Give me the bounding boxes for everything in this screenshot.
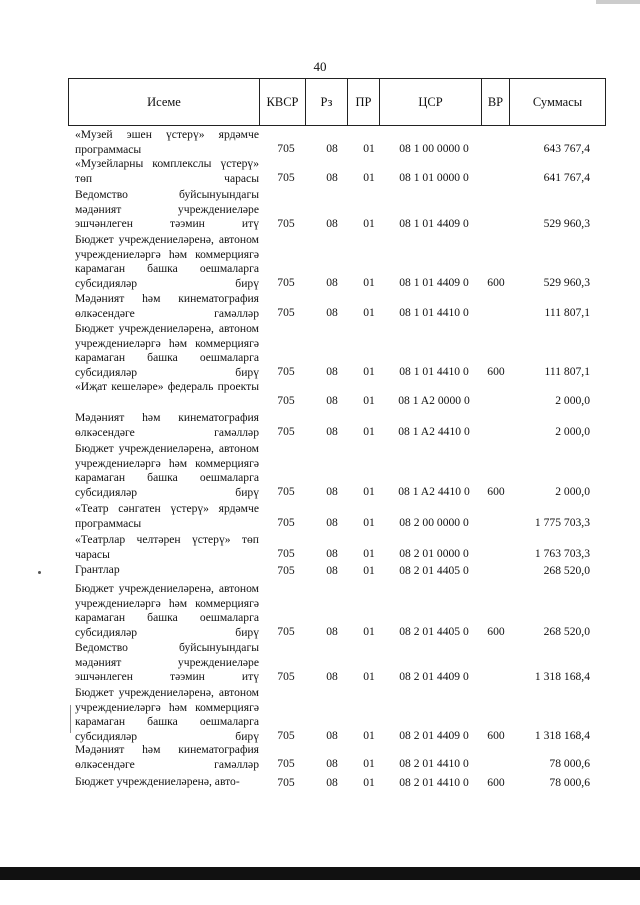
row-rz: 08 [326,547,338,560]
row-sum: 529 960,3 [543,217,590,230]
row-pr: 01 [363,757,375,770]
row-pr: 01 [363,306,375,319]
row-name: Бюджет учреждениеләренә, автоном учреждениеләргә һәм коммерциягә карамаган башка оешмаларга субсидияләр бирү [75,322,259,379]
table-row [0,188,640,231]
table-row [0,641,640,684]
row-sum: 2 000,0 [555,394,590,407]
row-csr: 08 2 01 4405 0 [399,564,469,577]
table-row [0,322,640,379]
row-csr: 08 1 01 4409 0 [399,276,469,289]
row-rz: 08 [326,564,338,577]
row-kvsr: 705 [277,142,295,155]
row-csr: 08 2 01 0000 0 [399,547,469,560]
row-name: Бюджет учреждениеләренә, автоном учреждениеләргә һәм коммерциягә карамаган башка оешмаларга субсидияләр бирү [75,686,259,743]
row-rz: 08 [326,306,338,319]
table-row [0,128,640,156]
row-pr: 01 [363,485,375,498]
row-kvsr: 705 [277,625,295,638]
row-kvsr: 705 [277,564,295,577]
row-name: «Иҗат кешеләре» федераль проекты [75,380,259,393]
row-sum: 111 807,1 [544,365,590,378]
scan-bottom-bar [0,867,640,880]
table-row [0,380,640,408]
row-kvsr: 705 [277,425,295,438]
row-rz: 08 [326,729,338,742]
scan-speck [70,705,71,733]
row-pr: 01 [363,564,375,577]
table-row [0,292,640,320]
row-name: Мәдәният һәм кинематография өлкәсендәге гамәлләр [75,292,259,320]
row-name: Ведомство буйсынуындагы мәдәният учреждениеләре эшчәнлеген тәэмин итү [75,641,259,683]
row-kvsr: 705 [277,365,295,378]
row-name: «Музейларны комплекслы үстерү» төп чарасы [75,157,259,185]
row-rz: 08 [326,217,338,230]
row-kvsr: 705 [277,306,295,319]
row-name: Бюджет учреждениеләренә, автоном учреждениеләргә һәм коммерциягә карамаган башка оешмаларга субсидияләр бирү [75,582,259,639]
row-pr: 01 [363,776,375,789]
row-sum: 641 767,4 [543,171,590,184]
row-kvsr: 705 [277,757,295,770]
row-name: Бюджет учреждениеләренә, авто- [75,775,240,788]
row-rz: 08 [326,757,338,770]
row-pr: 01 [363,394,375,407]
header-sum: Суммасы [509,79,605,125]
row-vr: 600 [487,729,505,742]
table-row [0,157,640,185]
row-rz: 08 [326,670,338,683]
header-kvsr: КВСР [259,79,305,125]
row-name: Мәдәният һәм кинематография өлкәсендәге гамәлләр [75,411,259,439]
row-name: Грантлар [75,563,120,576]
row-rz: 08 [326,516,338,529]
row-csr: 08 1 01 4409 0 [399,217,469,230]
row-sum: 1 763 703,3 [534,547,590,560]
table-row [0,533,640,561]
row-csr: 08 1 01 4410 0 [399,306,469,319]
row-sum: 529 960,3 [543,276,590,289]
row-csr: 08 2 01 4409 0 [399,729,469,742]
row-sum: 1 775 703,3 [534,516,590,529]
scan-edge [596,0,640,4]
row-pr: 01 [363,171,375,184]
row-name: Бюджет учреждениеләренә, автоном учреждениеләргә һәм коммерциягә карамаган башка оешмаларга субсидияләр бирү [75,442,259,499]
row-vr: 600 [487,276,505,289]
row-name: «Театрлар челтәрен үстерү» төп чарасы [75,533,259,561]
row-csr: 08 1 01 0000 0 [399,171,469,184]
row-pr: 01 [363,729,375,742]
row-rz: 08 [326,425,338,438]
table-row [0,686,640,743]
row-name: «Музей эшен үстерү» ярдәмче программасы [75,128,259,156]
row-sum: 78 000,6 [549,776,590,789]
row-csr: 08 2 00 0000 0 [399,516,469,529]
row-sum: 1 318 168,4 [534,670,590,683]
row-rz: 08 [326,171,338,184]
table-header [68,78,606,126]
row-csr: 08 2 01 4410 0 [399,757,469,770]
row-pr: 01 [363,625,375,638]
row-csr: 08 2 01 4410 0 [399,776,469,789]
row-sum: 1 318 168,4 [534,729,590,742]
row-sum: 78 000,6 [549,757,590,770]
row-kvsr: 705 [277,394,295,407]
header-pr: ПР [347,79,379,125]
row-pr: 01 [363,276,375,289]
row-name: Бюджет учреждениеләренә, автоном учреждениеләргә һәм коммерциягә карамаган башка оешмаларга субсидияләр бирү [75,233,259,290]
row-csr: 08 1 A2 0000 0 [398,394,470,407]
row-vr: 600 [487,625,505,638]
row-vr: 600 [487,485,505,498]
row-sum: 643 767,4 [543,142,590,155]
row-kvsr: 705 [277,217,295,230]
table-row [0,442,640,499]
row-sum: 268 520,0 [543,625,590,638]
row-csr: 08 2 01 4405 0 [399,625,469,638]
table-row [0,563,640,578]
row-sum: 2 000,0 [555,485,590,498]
row-kvsr: 705 [277,276,295,289]
table-row [0,743,640,771]
row-pr: 01 [363,142,375,155]
row-rz: 08 [326,276,338,289]
row-kvsr: 705 [277,670,295,683]
row-sum: 268 520,0 [543,564,590,577]
row-rz: 08 [326,485,338,498]
header-vr: ВР [481,79,509,125]
row-pr: 01 [363,516,375,529]
row-kvsr: 705 [277,729,295,742]
row-csr: 08 2 01 4409 0 [399,670,469,683]
header-name: Исеме [147,94,181,109]
row-vr: 600 [487,365,505,378]
row-kvsr: 705 [277,776,295,789]
table-row [0,411,640,439]
table-row [0,582,640,639]
row-pr: 01 [363,217,375,230]
row-name: «Театр сәнгатен үстерү» ярдәмче программасы [75,502,259,530]
row-name: Мәдәният һәм кинематография өлкәсендәге гамәлләр [75,743,259,771]
row-pr: 01 [363,670,375,683]
row-rz: 08 [326,394,338,407]
row-vr: 600 [487,776,505,789]
row-name: Ведомство буйсынуындагы мәдәният учреждениеләре эшчәнлеген тәэмин итү [75,188,259,230]
table-row [0,233,640,290]
row-csr: 08 1 A2 4410 0 [398,485,470,498]
row-pr: 01 [363,425,375,438]
row-sum: 2 000,0 [555,425,590,438]
table-row [0,502,640,530]
row-rz: 08 [326,365,338,378]
page-number: 40 [313,59,327,74]
row-csr: 08 1 01 4410 0 [399,365,469,378]
row-sum: 111 807,1 [544,306,590,319]
scan-speck [38,571,41,574]
row-kvsr: 705 [277,171,295,184]
row-pr: 01 [363,547,375,560]
row-rz: 08 [326,776,338,789]
table-row [0,775,640,793]
row-csr: 08 1 00 0000 0 [399,142,469,155]
row-kvsr: 705 [277,516,295,529]
header-csr: ЦСР [379,79,481,125]
row-csr: 08 1 A2 4410 0 [398,425,470,438]
row-kvsr: 705 [277,547,295,560]
row-pr: 01 [363,365,375,378]
row-kvsr: 705 [277,485,295,498]
row-rz: 08 [326,142,338,155]
header-rz: Рз [305,79,347,125]
row-rz: 08 [326,625,338,638]
